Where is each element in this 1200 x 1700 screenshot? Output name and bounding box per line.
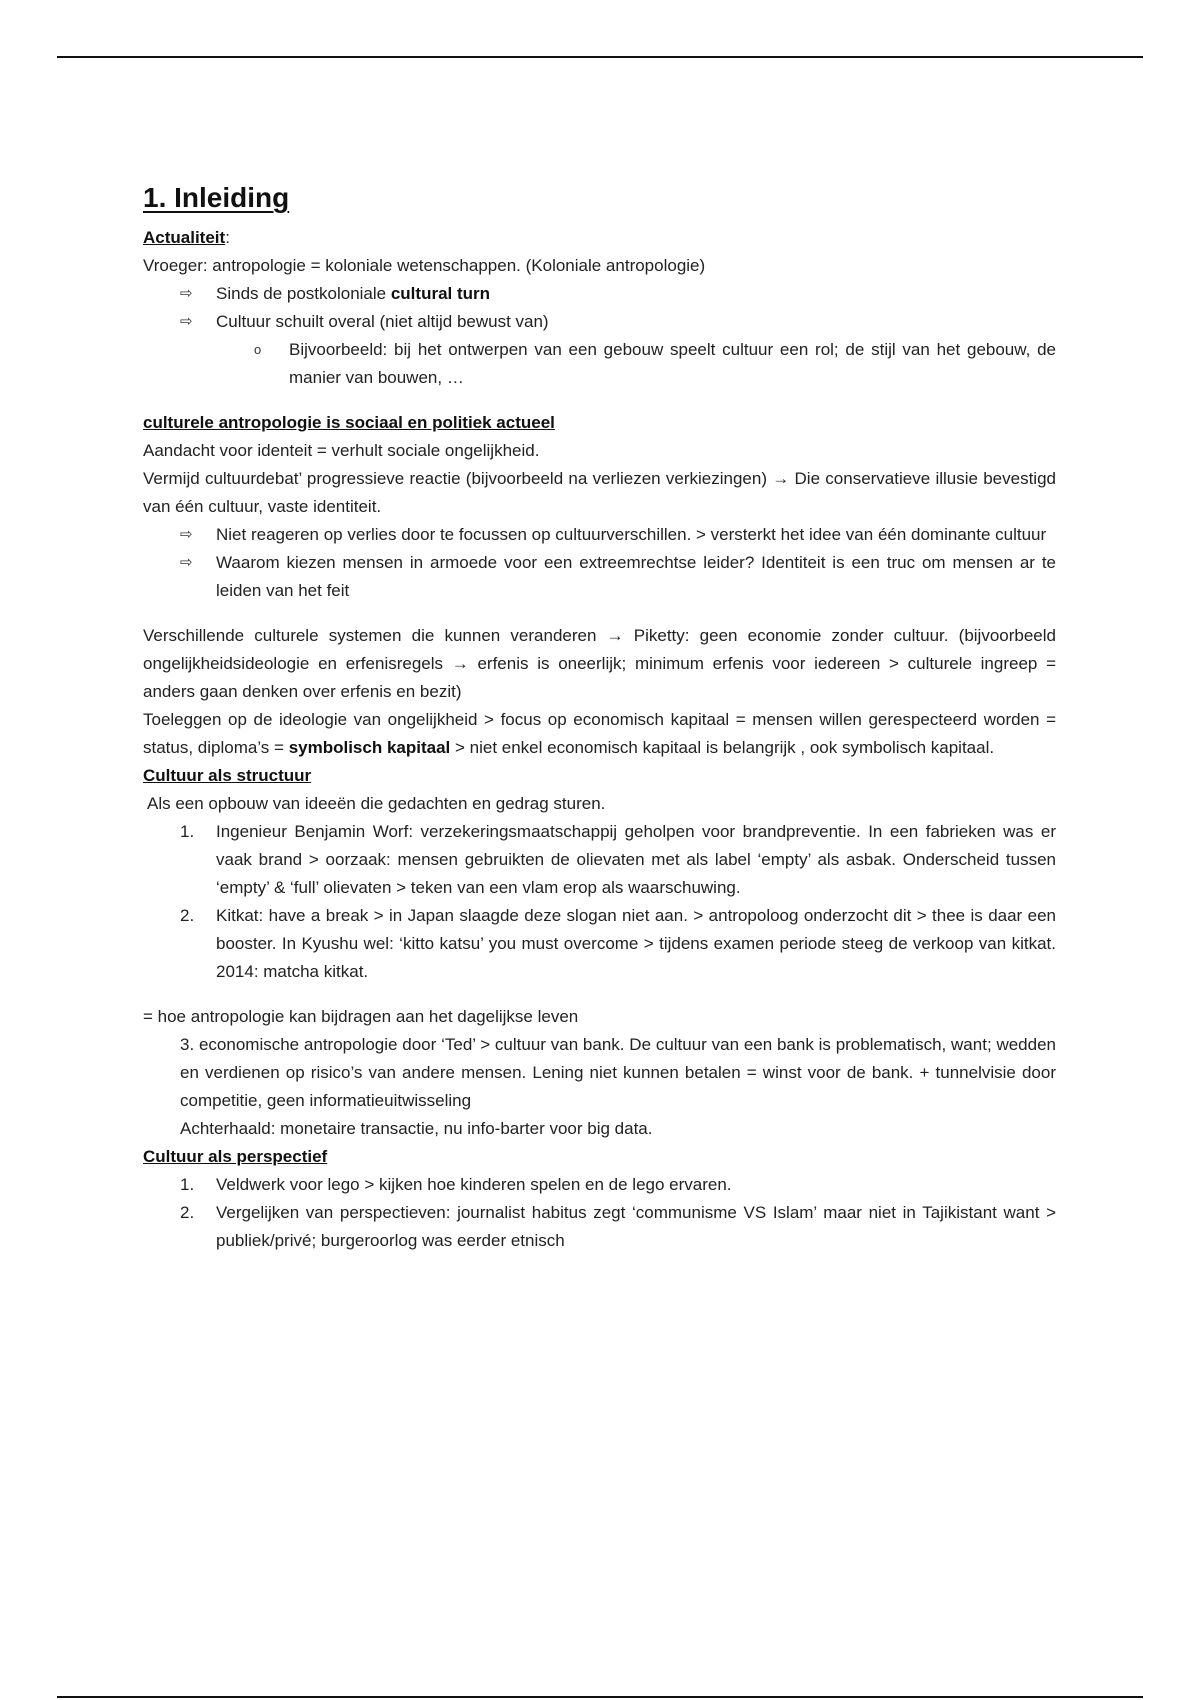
paragraph-text: > niet enkel economisch kapitaal is belangrijk , ook symbolisch kapitaal. xyxy=(450,738,995,757)
actualiteit-colon: : xyxy=(225,228,230,247)
footer-rule xyxy=(57,1696,1143,1698)
list-item xyxy=(143,1199,1056,1255)
sub-list-item-text: Bijvoorbeeld: bij het ontwerpen van een gebouw speelt cultuur een rol; de stijl van het gebouw, de manier van bouwen, … xyxy=(289,340,1056,387)
actueel-arrow-list xyxy=(143,521,1056,605)
list-number: 2. xyxy=(180,1203,195,1222)
paragraph: Als een opbouw van ideeën die gedachten en gedrag sturen. xyxy=(147,794,606,813)
structuur-numbered-list xyxy=(143,818,1056,986)
section-actualiteit-heading xyxy=(143,224,1056,252)
perspectief-numbered-list xyxy=(143,1171,1056,1255)
paragraph: Vermijd cultuurdebat’ progressieve reactie (bijvoorbeeld na verliezen verkiezingen) → Die conservatieve illusie bevestigd van één cultuur, vaste identiteit. xyxy=(143,469,1056,516)
list-item-text: Ingenieur Benjamin Worf: verzekeringsmaatschappij geholpen voor brandpreventie. In een fabrieken was er vaak brand > oorzaak: mensen gebruikten de olievaten met als label ‘empty’ als asbak. Onderscheid tussen ‘empty’ & ‘full’ olievaten > teken van een vlam erop als waarschuwing. xyxy=(216,822,1056,897)
list-item xyxy=(143,521,1056,549)
paragraph: Aandacht voor identeit = verhult sociale ongelijkheid. xyxy=(143,441,540,460)
list-item xyxy=(143,902,1056,986)
section-structuur-heading: Cultuur als structuur xyxy=(143,766,312,785)
list-number: 2. xyxy=(180,906,195,925)
paragraph-text: Toeleggen op de ideologie van ongelijkheid > focus op economisch kapitaal = mensen willen gerespecteerd worden = status, diploma’s = xyxy=(143,710,1056,757)
arrow-right-icon: ⇨ xyxy=(180,554,193,571)
list-item-text: Veldwerk voor lego > kijken hoe kinderen spelen en de lego ervaren. xyxy=(216,1175,732,1194)
list-number: 1. xyxy=(180,1175,195,1194)
actualiteit-arrow-list xyxy=(143,280,1056,392)
list-item xyxy=(143,1171,1056,1199)
list-item-text: Vergelijken van perspectieven: journalist habitus zegt ‘communisme VS Islam’ maar niet in Tajikistant want > publiek/privé; burgeroorlog was eerder etnisch xyxy=(216,1203,1056,1250)
paragraph-piketty: Verschillende culturele systemen die kunnen veranderen → Piketty: geen economie zonder cultuur. (bijvoorbeeld ongelijkheidsideologie en erfenisregels → erfenis is oneerlijk; minimum erfenis voor iedereen > culturele ingreep = anders gaan denken over erfenis en bezit) xyxy=(143,626,1056,701)
paragraph-kapitaal xyxy=(143,706,1056,762)
bold-term: symbolisch kapitaal xyxy=(288,738,451,757)
circle-bullet-icon: o xyxy=(254,342,262,357)
header-rule xyxy=(57,56,1143,58)
list-item-text: Waarom kiezen mensen in armoede voor een extreemrechtse leider? Identiteit is een truc om mensen ar te leiden van het feit xyxy=(216,553,1056,600)
section-perspectief-heading: Cultuur als perspectief xyxy=(143,1147,328,1166)
list-item xyxy=(143,549,1056,605)
sub-list xyxy=(143,336,1056,392)
list-item xyxy=(143,308,1056,392)
list-item-text: Sinds de postkoloniale xyxy=(216,284,391,303)
arrow-right-icon: ⇨ xyxy=(180,526,193,543)
bold-term: cultural turn xyxy=(390,284,491,303)
document-body xyxy=(143,178,1056,1272)
arrow-right-icon: ⇨ xyxy=(180,285,193,302)
page-title: 1. Inleiding xyxy=(143,182,290,213)
list-item xyxy=(143,818,1056,902)
list-item-text: Cultuur schuilt overal (niet altijd bewust van) xyxy=(216,312,549,331)
list-number: 1. xyxy=(180,822,195,841)
sub-list-item xyxy=(143,336,1056,392)
list-item-text: Niet reageren op verlies door te focussen op cultuurverschillen. > versterkt het idee van één dominante cultuur xyxy=(216,525,1047,544)
section-actueel-heading: culturele antropologie is sociaal en politiek actueel xyxy=(143,413,555,432)
actualiteit-label: Actualiteit xyxy=(143,228,226,247)
paragraph-achterhaald: Achterhaald: monetaire transactie, nu info-barter voor big data. xyxy=(180,1119,653,1138)
paragraph-bank: 3. economische antropologie door ‘Ted’ > cultuur van bank. De cultuur van een bank is problematisch, want; wedden en verdienen op risico’s van andere mensen. Lening niet kunnen betalen = winst voor de bank. + tunnelvisie door competitie, geen informatieuitwisseling xyxy=(180,1035,1056,1110)
list-item-text: Kitkat: have a break > in Japan slaagde deze slogan niet aan. > antropoloog onderzocht dit > thee is daar een booster. In Kyushu wel: ‘kitto katsu’ you must overcome > tijdens examen periode steeg de verkoop van kitkat. 2014: matcha kitkat. xyxy=(216,906,1056,981)
arrow-right-icon: ⇨ xyxy=(180,313,193,330)
list-item xyxy=(143,280,1056,308)
paragraph-summary: = hoe antropologie kan bijdragen aan het dagelijkse leven xyxy=(143,1007,579,1026)
paragraph-vroeger: Vroeger: antropologie = koloniale wetenschappen. (Koloniale antropologie) xyxy=(143,256,706,275)
